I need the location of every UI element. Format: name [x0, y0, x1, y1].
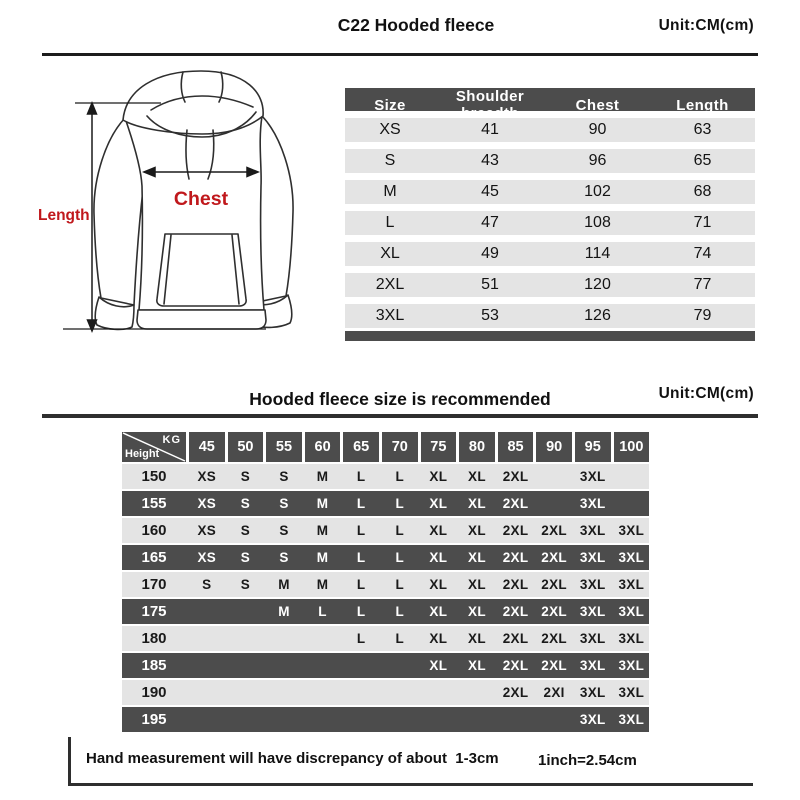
size-value-cell: XL: [429, 577, 448, 592]
size-value-cell: XL: [429, 658, 448, 673]
size-cell-shoulder: 53: [481, 307, 499, 324]
size-value-cell: XL: [468, 577, 486, 592]
hoodie-diagram: [35, 58, 335, 353]
size-cell-chest: 120: [584, 276, 611, 293]
size-cell-size: XS: [379, 121, 401, 138]
height-label: 195: [141, 711, 167, 728]
recommend-row: [122, 653, 649, 678]
size-value-cell: 3XL: [579, 496, 606, 511]
footer-left-border: [68, 737, 71, 785]
weight-header-cell: 55: [266, 432, 302, 462]
size-value-cell: XL: [468, 496, 486, 511]
size-cell-length: 77: [693, 276, 712, 293]
size-value-cell: XS: [197, 523, 217, 538]
size-value-cell: XL: [429, 469, 448, 484]
size-cell-shoulder: 51: [481, 276, 499, 293]
size-value-cell: 3XL: [579, 712, 606, 727]
size-value-cell: S: [240, 496, 251, 511]
size-value-cell: L: [318, 604, 327, 619]
size-value-cell: M: [316, 577, 329, 592]
weight-header-cell: 100: [614, 432, 650, 462]
size-value-cell: S: [240, 523, 251, 538]
size-value-cell: S: [279, 523, 289, 538]
size-value-cell: XS: [197, 550, 217, 565]
size-cell-length: 79: [693, 307, 712, 324]
size-cell-length: 63: [693, 121, 712, 138]
size-table-footer-bar: [345, 331, 755, 341]
size-value-cell: L: [356, 523, 366, 538]
size-value-cell: XL: [429, 631, 448, 646]
size-value-cell: L: [395, 550, 405, 565]
size-cell-size: XL: [380, 245, 400, 262]
size-value-cell: 2XL: [502, 550, 529, 565]
size-value-cell: 3XL: [618, 631, 645, 646]
recommend-row: [122, 464, 649, 489]
size-cell-size: S: [384, 152, 396, 169]
size-cell-shoulder: 45: [481, 183, 499, 200]
size-value-cell: 2XL: [541, 577, 567, 592]
size-value-cell: 3XL: [579, 577, 606, 592]
size-value-cell: 2XL: [502, 604, 529, 619]
size-value-cell: S: [240, 469, 251, 484]
page-title: C22 Hooded fleece: [337, 15, 495, 35]
weight-header-cell: 60: [305, 432, 341, 462]
size-value-cell: 3XL: [618, 712, 645, 727]
size-value-cell: XL: [468, 523, 486, 538]
height-label: 185: [141, 657, 167, 674]
size-value-cell: XL: [429, 523, 448, 538]
footer-note: Hand measurement will have discrepancy of about 1-3cm: [86, 750, 499, 767]
hem-band: [137, 310, 266, 329]
size-value-cell: L: [395, 496, 405, 511]
weight-header-cell: 50: [228, 432, 264, 462]
size-cell-length: 68: [693, 183, 712, 200]
size-value-cell: S: [279, 469, 289, 484]
recommend-row: [122, 680, 649, 705]
col-header-size: Size: [374, 96, 406, 114]
size-value-cell: L: [395, 631, 405, 646]
size-value-cell: 3XL: [579, 469, 606, 484]
size-value-cell: 2XL: [541, 523, 567, 538]
footer-bottom-border: [68, 783, 753, 786]
size-value-cell: 2XL: [502, 631, 529, 646]
matrix-rows: [122, 464, 649, 732]
matrix-header-row: [122, 432, 649, 462]
top-divider: [42, 53, 758, 56]
corner-kg-label: KG: [162, 434, 181, 446]
size-cell-size: M: [383, 183, 397, 200]
recommend-row: [122, 545, 649, 570]
size-value-cell: L: [356, 496, 366, 511]
size-value-cell: M: [316, 469, 329, 484]
size-cell-shoulder: 49: [481, 245, 499, 262]
size-cell-size: L: [385, 214, 395, 231]
size-value-cell: L: [356, 577, 366, 592]
size-value-cell: 3XL: [618, 685, 645, 700]
size-value-cell: 2XL: [541, 631, 567, 646]
recommend-row: [122, 572, 649, 597]
height-label: 160: [141, 522, 167, 539]
col-header-chest: Chest: [575, 96, 620, 114]
recommend-row: [122, 707, 649, 732]
size-value-cell: M: [278, 577, 290, 592]
size-value-cell: M: [316, 523, 329, 538]
weight-header-cell: 95: [575, 432, 611, 462]
size-cell-shoulder: 43: [481, 152, 499, 169]
size-value-cell: 3XL: [579, 604, 606, 619]
size-cell-chest: 90: [588, 121, 607, 138]
length-label: Length: [38, 207, 90, 224]
size-value-cell: XL: [468, 550, 486, 565]
size-value-cell: L: [395, 604, 405, 619]
size-value-cell: XL: [468, 658, 486, 673]
height-label: 155: [141, 495, 167, 512]
size-value-cell: 2XL: [502, 685, 529, 700]
size-value-cell: 2XL: [502, 496, 529, 511]
middle-divider: [42, 414, 758, 418]
size-value-cell: L: [356, 469, 366, 484]
size-value-cell: XS: [197, 469, 217, 484]
conversion-note: 1inch=2.54cm: [538, 752, 637, 769]
recommend-row: [122, 599, 649, 624]
size-value-cell: M: [278, 604, 290, 619]
size-table-row: [345, 118, 755, 142]
weight-header-cell: 70: [382, 432, 418, 462]
weight-header-cell: 45: [189, 432, 225, 462]
col-header-shoulder: Shoulder breadth: [455, 88, 525, 122]
size-value-cell: XL: [468, 469, 486, 484]
col-header-length: Length: [676, 96, 729, 114]
size-value-cell: 3XL: [579, 550, 606, 565]
size-table-rows: [345, 118, 755, 328]
size-value-cell: L: [395, 523, 405, 538]
height-label: 150: [141, 468, 167, 485]
size-value-cell: 3XL: [618, 658, 645, 673]
height-label: 165: [141, 549, 167, 566]
size-value-cell: XL: [468, 631, 486, 646]
size-cell-length: 74: [693, 245, 712, 262]
size-value-cell: XL: [429, 550, 448, 565]
recommend-row: [122, 491, 649, 516]
size-cell-length: 71: [693, 214, 712, 231]
size-table-row: [345, 304, 755, 328]
corner-height-label: Height: [125, 448, 160, 460]
size-value-cell: S: [279, 550, 289, 565]
recommend-row: [122, 626, 649, 651]
size-table-row: [345, 149, 755, 173]
size-value-cell: M: [316, 550, 329, 565]
chest-label: Chest: [173, 188, 229, 210]
matrix-corner-cell: [122, 432, 186, 462]
size-cell-length: 65: [693, 152, 712, 169]
height-label: 175: [141, 603, 167, 620]
size-value-cell: 2XL: [502, 523, 529, 538]
weight-header-cell: 80: [459, 432, 495, 462]
size-value-cell: S: [279, 496, 289, 511]
size-value-cell: 2XL: [502, 577, 529, 592]
size-value-cell: L: [356, 631, 366, 646]
unit-label-bottom: Unit:CM(cm): [658, 385, 754, 402]
recommend-title: Hooded fleece size is recommended: [249, 389, 551, 409]
size-value-cell: S: [240, 577, 251, 592]
size-table-row: [345, 180, 755, 204]
size-value-cell: L: [356, 550, 366, 565]
size-value-cell: 2XL: [541, 604, 567, 619]
size-cell-chest: 126: [584, 307, 611, 324]
size-table-row: [345, 242, 755, 266]
unit-label-top: Unit:CM(cm): [658, 17, 754, 34]
size-cell-chest: 102: [584, 183, 611, 200]
size-table-row: [345, 211, 755, 235]
height-label: 170: [141, 576, 167, 593]
size-value-cell: 3XL: [579, 523, 606, 538]
size-cell-chest: 114: [584, 245, 611, 262]
size-cell-shoulder: 41: [481, 121, 499, 138]
size-value-cell: 3XL: [579, 685, 606, 700]
size-value-cell: 2XI: [543, 685, 565, 700]
size-value-cell: XL: [429, 604, 448, 619]
size-value-cell: 3XL: [618, 523, 645, 538]
size-value-cell: XS: [197, 496, 217, 511]
size-value-cell: 3XL: [618, 577, 645, 592]
length-arrowhead-top: [88, 103, 97, 114]
size-value-cell: 3XL: [579, 658, 606, 673]
size-value-cell: S: [202, 577, 212, 592]
recommend-row: [122, 518, 649, 543]
size-cell-chest: 108: [584, 214, 611, 231]
weight-header-cell: 75: [421, 432, 457, 462]
size-cell-size: 2XL: [375, 276, 405, 293]
height-label: 190: [141, 684, 167, 701]
size-value-cell: 2XL: [541, 550, 567, 565]
weight-header-cell: 90: [536, 432, 572, 462]
size-value-cell: XL: [429, 496, 448, 511]
size-value-cell: M: [316, 496, 329, 511]
size-value-cell: 2XL: [502, 658, 529, 673]
size-value-cell: L: [395, 469, 405, 484]
size-value-cell: 3XL: [618, 604, 645, 619]
size-value-cell: L: [356, 604, 366, 619]
size-value-cell: L: [395, 577, 405, 592]
size-table-header: [345, 88, 755, 122]
weight-header-cell: 85: [498, 432, 534, 462]
size-value-cell: 2XL: [541, 658, 567, 673]
size-value-cell: 3XL: [579, 631, 606, 646]
size-value-cell: XL: [468, 604, 486, 619]
size-cell-size: 3XL: [375, 307, 405, 324]
size-table: [345, 88, 755, 341]
size-table-row: [345, 273, 755, 297]
size-cell-chest: 96: [588, 152, 607, 169]
height-label: 180: [141, 630, 167, 647]
recommend-matrix: [122, 432, 649, 732]
size-cell-shoulder: 47: [481, 214, 499, 231]
size-value-cell: S: [240, 550, 251, 565]
size-value-cell: 2XL: [502, 469, 529, 484]
weight-header-cell: 65: [343, 432, 379, 462]
size-value-cell: 3XL: [618, 550, 645, 565]
